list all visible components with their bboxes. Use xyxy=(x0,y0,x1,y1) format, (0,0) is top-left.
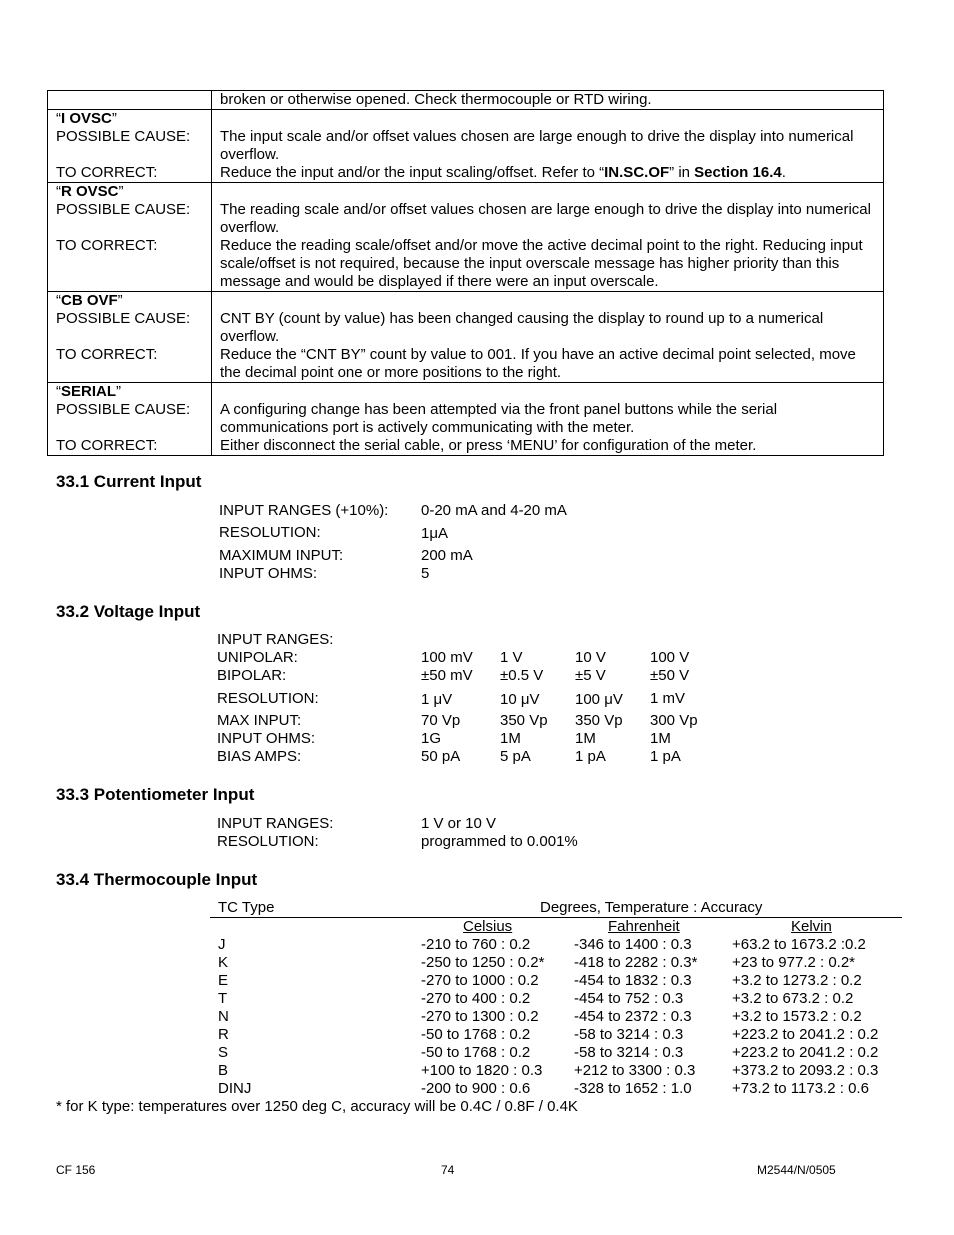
error-code: “CB OVF” xyxy=(56,292,123,309)
fahrenheit-cell: -346 to 1400 : 0.3 xyxy=(574,936,692,953)
correct-label: TO CORRECT: xyxy=(56,164,158,181)
kelvin-cell: +3.2 to 1273.2 : 0.2 xyxy=(732,972,862,989)
spec-value: ±0.5 V xyxy=(500,667,544,684)
kelvin-cell: +3.2 to 1573.2 : 0.2 xyxy=(732,1008,862,1025)
spec-value: 70 Vp xyxy=(421,712,461,729)
spec-value: 1 V or 10 V xyxy=(421,815,497,832)
kelvin-cell: +3.2 to 673.2 : 0.2 xyxy=(732,990,854,1007)
tc-type-cell: B xyxy=(218,1062,229,1079)
celsius-cell: -210 to 760 : 0.2 xyxy=(421,936,531,953)
spec-value: 5 xyxy=(421,565,430,582)
tc-type-cell: DINJ xyxy=(218,1080,252,1097)
fahrenheit-cell: -454 to 1832 : 0.3 xyxy=(574,972,692,989)
correct-text: Reduce the reading scale/offset and/or move the active decimal point to the right. Reducing input scale/offset is not required, because the input overscale message has higher priority than this message and would be displayed if there were an input overscale. xyxy=(220,237,863,290)
column-header-celsius: Celsius xyxy=(463,918,513,935)
tc-type-cell: T xyxy=(218,990,228,1007)
kelvin-cell: +73.2 to 1173.2 : 0.6 xyxy=(732,1080,869,1097)
spec-label: INPUT RANGES: xyxy=(217,815,334,832)
tc-type-cell: S xyxy=(218,1044,229,1061)
spec-value: 1μA xyxy=(421,525,448,542)
correct-label: TO CORRECT: xyxy=(56,346,158,363)
cause-label: POSSIBLE CAUSE: xyxy=(56,401,191,418)
column-header-tc-type: TC Type xyxy=(218,899,275,916)
tc-type-cell: R xyxy=(218,1026,229,1043)
kelvin-cell: +223.2 to 2041.2 : 0.2 xyxy=(732,1026,879,1043)
spec-label: MAX INPUT: xyxy=(217,712,302,729)
section-heading-potentiometer-input: 33.3 Potentiometer Input xyxy=(56,785,255,804)
spec-value: 10 V xyxy=(575,649,606,666)
footer-doc-id: CF 156 xyxy=(56,1163,96,1177)
spec-value: 50 pA xyxy=(421,748,461,765)
spec-value: 5 pA xyxy=(500,748,531,765)
fahrenheit-cell: -454 to 752 : 0.3 xyxy=(574,990,684,1007)
page-number: 74 xyxy=(441,1163,455,1177)
error-code: “R OVSC” xyxy=(56,183,124,200)
fahrenheit-cell: -58 to 3214 : 0.3 xyxy=(574,1044,684,1061)
cause-label: POSSIBLE CAUSE: xyxy=(56,201,191,218)
correct-label: TO CORRECT: xyxy=(56,237,158,254)
error-message-table xyxy=(47,90,884,456)
table-row xyxy=(48,110,884,183)
celsius-cell: -200 to 900 : 0.6 xyxy=(421,1080,531,1097)
table-row xyxy=(48,91,884,110)
table-row xyxy=(48,383,884,456)
spec-value: 1 V xyxy=(500,649,523,666)
spec-value: ±50 mV xyxy=(421,667,473,684)
section-heading-current-input: 33.1 Current Input xyxy=(56,472,202,491)
fahrenheit-cell: -418 to 2282 : 0.3* xyxy=(574,954,698,971)
table-row xyxy=(48,292,884,383)
spec-value: 1M xyxy=(575,730,596,747)
fahrenheit-cell: -328 to 1652 : 1.0 xyxy=(574,1080,692,1097)
correct-text: Reduce the input and/or the input scaling/offset. Refer to “IN.SC.OF” in Section 16.4. xyxy=(220,164,786,181)
spec-value: 300 Vp xyxy=(650,712,698,729)
spec-value: programmed to 0.001% xyxy=(421,833,578,850)
spec-label: INPUT OHMS: xyxy=(219,565,318,582)
spec-label: MAXIMUM INPUT: xyxy=(219,547,344,564)
spec-label: INPUT RANGES (+10%): xyxy=(219,502,389,519)
cause-text: CNT BY (count by value) has been changed causing the display to round up to a numerical overflow. xyxy=(220,310,824,345)
spec-label: BIPOLAR: xyxy=(217,667,287,684)
footer-doc-code: M2544/N/0505 xyxy=(757,1163,836,1177)
spec-value: 1 pA xyxy=(575,748,606,765)
kelvin-cell: +223.2 to 2041.2 : 0.2 xyxy=(732,1044,879,1061)
cause-label: POSSIBLE CAUSE: xyxy=(56,128,191,145)
error-code: “SERIAL” xyxy=(56,383,122,400)
spec-value: ±50 V xyxy=(650,667,690,684)
tc-type-cell: E xyxy=(218,972,229,989)
section-heading-thermocouple-input: 33.4 Thermocouple Input xyxy=(56,870,258,889)
cause-text: A configuring change has been attempted via the front panel buttons while the serial communications port is actively communicating with the meter. xyxy=(220,401,778,436)
spec-label: RESOLUTION: xyxy=(219,524,321,541)
spec-value: 100 mV xyxy=(421,649,473,666)
spec-value: 1 mV xyxy=(650,690,686,707)
spec-value: 200 mA xyxy=(421,547,473,564)
column-group-header: Degrees, Temperature : Accuracy xyxy=(540,899,763,916)
kelvin-cell: +63.2 to 1673.2 :0.2 xyxy=(732,936,866,953)
kelvin-cell: +23 to 977.2 : 0.2* xyxy=(732,954,856,971)
spec-value: 350 Vp xyxy=(500,712,548,729)
celsius-cell: +100 to 1820 : 0.3 xyxy=(421,1062,543,1079)
cause-text: The input scale and/or offset values chosen are large enough to drive the display into numerical overflow. xyxy=(220,128,854,163)
celsius-cell: -50 to 1768 : 0.2 xyxy=(421,1026,531,1043)
section-heading-voltage-input: 33.2 Voltage Input xyxy=(56,602,201,621)
column-header-fahrenheit: Fahrenheit xyxy=(608,918,680,935)
spec-label: INPUT RANGES: xyxy=(217,631,334,648)
kelvin-cell: +373.2 to 2093.2 : 0.3 xyxy=(732,1062,879,1079)
spec-label: RESOLUTION: xyxy=(217,690,319,707)
spec-value: 10 μV xyxy=(500,691,540,708)
tc-type-cell: N xyxy=(218,1008,229,1025)
spec-value: 1 μV xyxy=(421,691,453,708)
celsius-cell: -50 to 1768 : 0.2 xyxy=(421,1044,531,1061)
table-row xyxy=(48,183,884,292)
spec-value: 1 pA xyxy=(650,748,681,765)
column-header-kelvin: Kelvin xyxy=(791,918,832,935)
spec-value: 100 μV xyxy=(575,691,623,708)
tc-type-cell: K xyxy=(218,954,229,971)
spec-label: UNIPOLAR: xyxy=(217,649,298,666)
celsius-cell: -270 to 400 : 0.2 xyxy=(421,990,531,1007)
celsius-cell: -270 to 1000 : 0.2 xyxy=(421,972,539,989)
spec-value: 350 Vp xyxy=(575,712,623,729)
spec-value: 1M xyxy=(650,730,671,747)
continued-text: broken or otherwise opened. Check thermocouple or RTD wiring. xyxy=(212,91,884,110)
correct-text: Either disconnect the serial cable, or press ‘MENU’ for configuration of the meter. xyxy=(220,437,757,454)
spec-label: BIAS AMPS: xyxy=(217,748,302,765)
spec-value: 100 V xyxy=(650,649,690,666)
spec-label: INPUT OHMS: xyxy=(217,730,316,747)
celsius-cell: -250 to 1250 : 0.2* xyxy=(421,954,545,971)
footnote: * for K type: temperatures over 1250 deg C, accuracy will be 0.4C / 0.8F / 0.4K xyxy=(56,1098,578,1115)
spec-label: RESOLUTION: xyxy=(217,833,319,850)
spec-value: ±5 V xyxy=(575,667,606,684)
cause-label: POSSIBLE CAUSE: xyxy=(56,310,191,327)
correct-text: Reduce the “CNT BY” count by value to 001. If you have an active decimal point selected, move the decimal point one or more positions to the right. xyxy=(220,346,856,381)
fahrenheit-cell: +212 to 3300 : 0.3 xyxy=(574,1062,696,1079)
spec-value: 0-20 mA and 4-20 mA xyxy=(421,502,567,519)
celsius-cell: -270 to 1300 : 0.2 xyxy=(421,1008,539,1025)
error-code: “I OVSC” xyxy=(56,110,117,127)
spec-value: 1G xyxy=(421,730,442,747)
fahrenheit-cell: -58 to 3214 : 0.3 xyxy=(574,1026,684,1043)
fahrenheit-cell: -454 to 2372 : 0.3 xyxy=(574,1008,692,1025)
spec-value: 1M xyxy=(500,730,521,747)
correct-label: TO CORRECT: xyxy=(56,437,158,454)
cause-text: The reading scale and/or offset values chosen are large enough to drive the display into numerical overflow. xyxy=(220,201,871,236)
tc-type-cell: J xyxy=(218,936,226,953)
